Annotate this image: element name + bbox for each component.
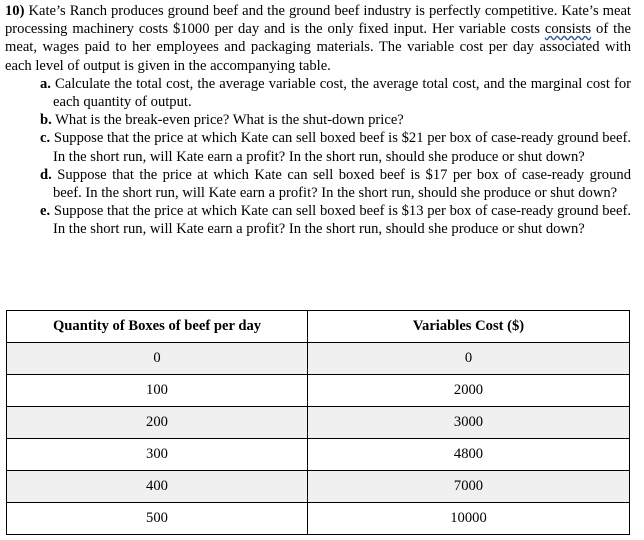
quantity-cell: 500 — [7, 503, 308, 535]
variable-cost-table — [6, 310, 630, 535]
variable-cost-cell: 3000 — [308, 407, 630, 439]
table-row — [7, 503, 630, 535]
intro-text-end: of the meat, wages paid to her employees and packaging materials. The variable cost per day associated with each level of output is given in the accompanying table. — [5, 21, 631, 74]
part-text: Suppose that the price at which Kate can sell boxed beef is $21 per box of case-ready ground beef. In the short run, will Kate earn a profit? In the short run, should she produce or shut down? — [50, 130, 631, 165]
question-block — [5, 2, 631, 239]
quantity-cell: 0 — [7, 343, 308, 375]
question-parts — [5, 75, 631, 239]
part-text: Suppose that the price at which Kate can sell boxed beef is $13 per box of case-ready ground beef. In the short run, will Kate earn a profit? In the short run, should she produce or shut down? — [50, 203, 631, 238]
quantity-cell: 100 — [7, 375, 308, 407]
table-row — [7, 343, 630, 375]
part-text: Suppose that the price at which Kate can sell boxed beef is $17 per box of case-ready ground beef. In the short run, will Kate earn a profit? In the short run, should she produce or shut down? — [51, 166, 631, 202]
part-e — [5, 202, 631, 238]
table-row — [7, 471, 630, 503]
intro-text-start: Kate’s Ranch produces ground beef and the ground beef industry is perfectly competitive. Kate’s meat processing machinery costs $1000 per day and is the only fixed input. Her variable costs — [5, 3, 631, 38]
quantity-cell: 200 — [7, 407, 308, 439]
table-row — [7, 407, 630, 439]
variable-cost-cell: 10000 — [308, 503, 630, 535]
quantity-cell: 300 — [7, 439, 308, 471]
part-text: Calculate the total cost, the average variable cost, the average total cost, and the marginal cost for each quantity of output. — [50, 75, 631, 111]
part-letter: c. — [40, 130, 51, 147]
part-text: What is the break-even price? What is the shut-down price? — [51, 112, 404, 129]
spellcheck-flagged-word: consists — [544, 21, 592, 38]
part-letter: d. — [40, 166, 52, 183]
variable-cost-cell: 4800 — [308, 439, 630, 471]
quantity-cell: 400 — [7, 471, 308, 503]
variable-cost-cell: 7000 — [308, 471, 630, 503]
part-letter: b. — [40, 112, 52, 129]
variable-cost-cell: 0 — [308, 343, 630, 375]
question-number: 10) — [5, 3, 25, 19]
part-letter: a. — [40, 75, 51, 92]
part-a — [5, 75, 631, 111]
variable-cost-cell: 2000 — [308, 375, 630, 407]
column-header-quantity: Quantity of Boxes of beef per day — [7, 311, 308, 343]
table-header-row — [7, 311, 630, 343]
part-b — [5, 111, 631, 129]
part-c — [5, 129, 631, 165]
question-intro — [5, 2, 631, 75]
part-letter: e. — [40, 203, 51, 220]
table-row — [7, 375, 630, 407]
part-d — [5, 166, 631, 202]
column-header-variable-cost: Variables Cost ($) — [308, 311, 630, 343]
table-row — [7, 439, 630, 471]
